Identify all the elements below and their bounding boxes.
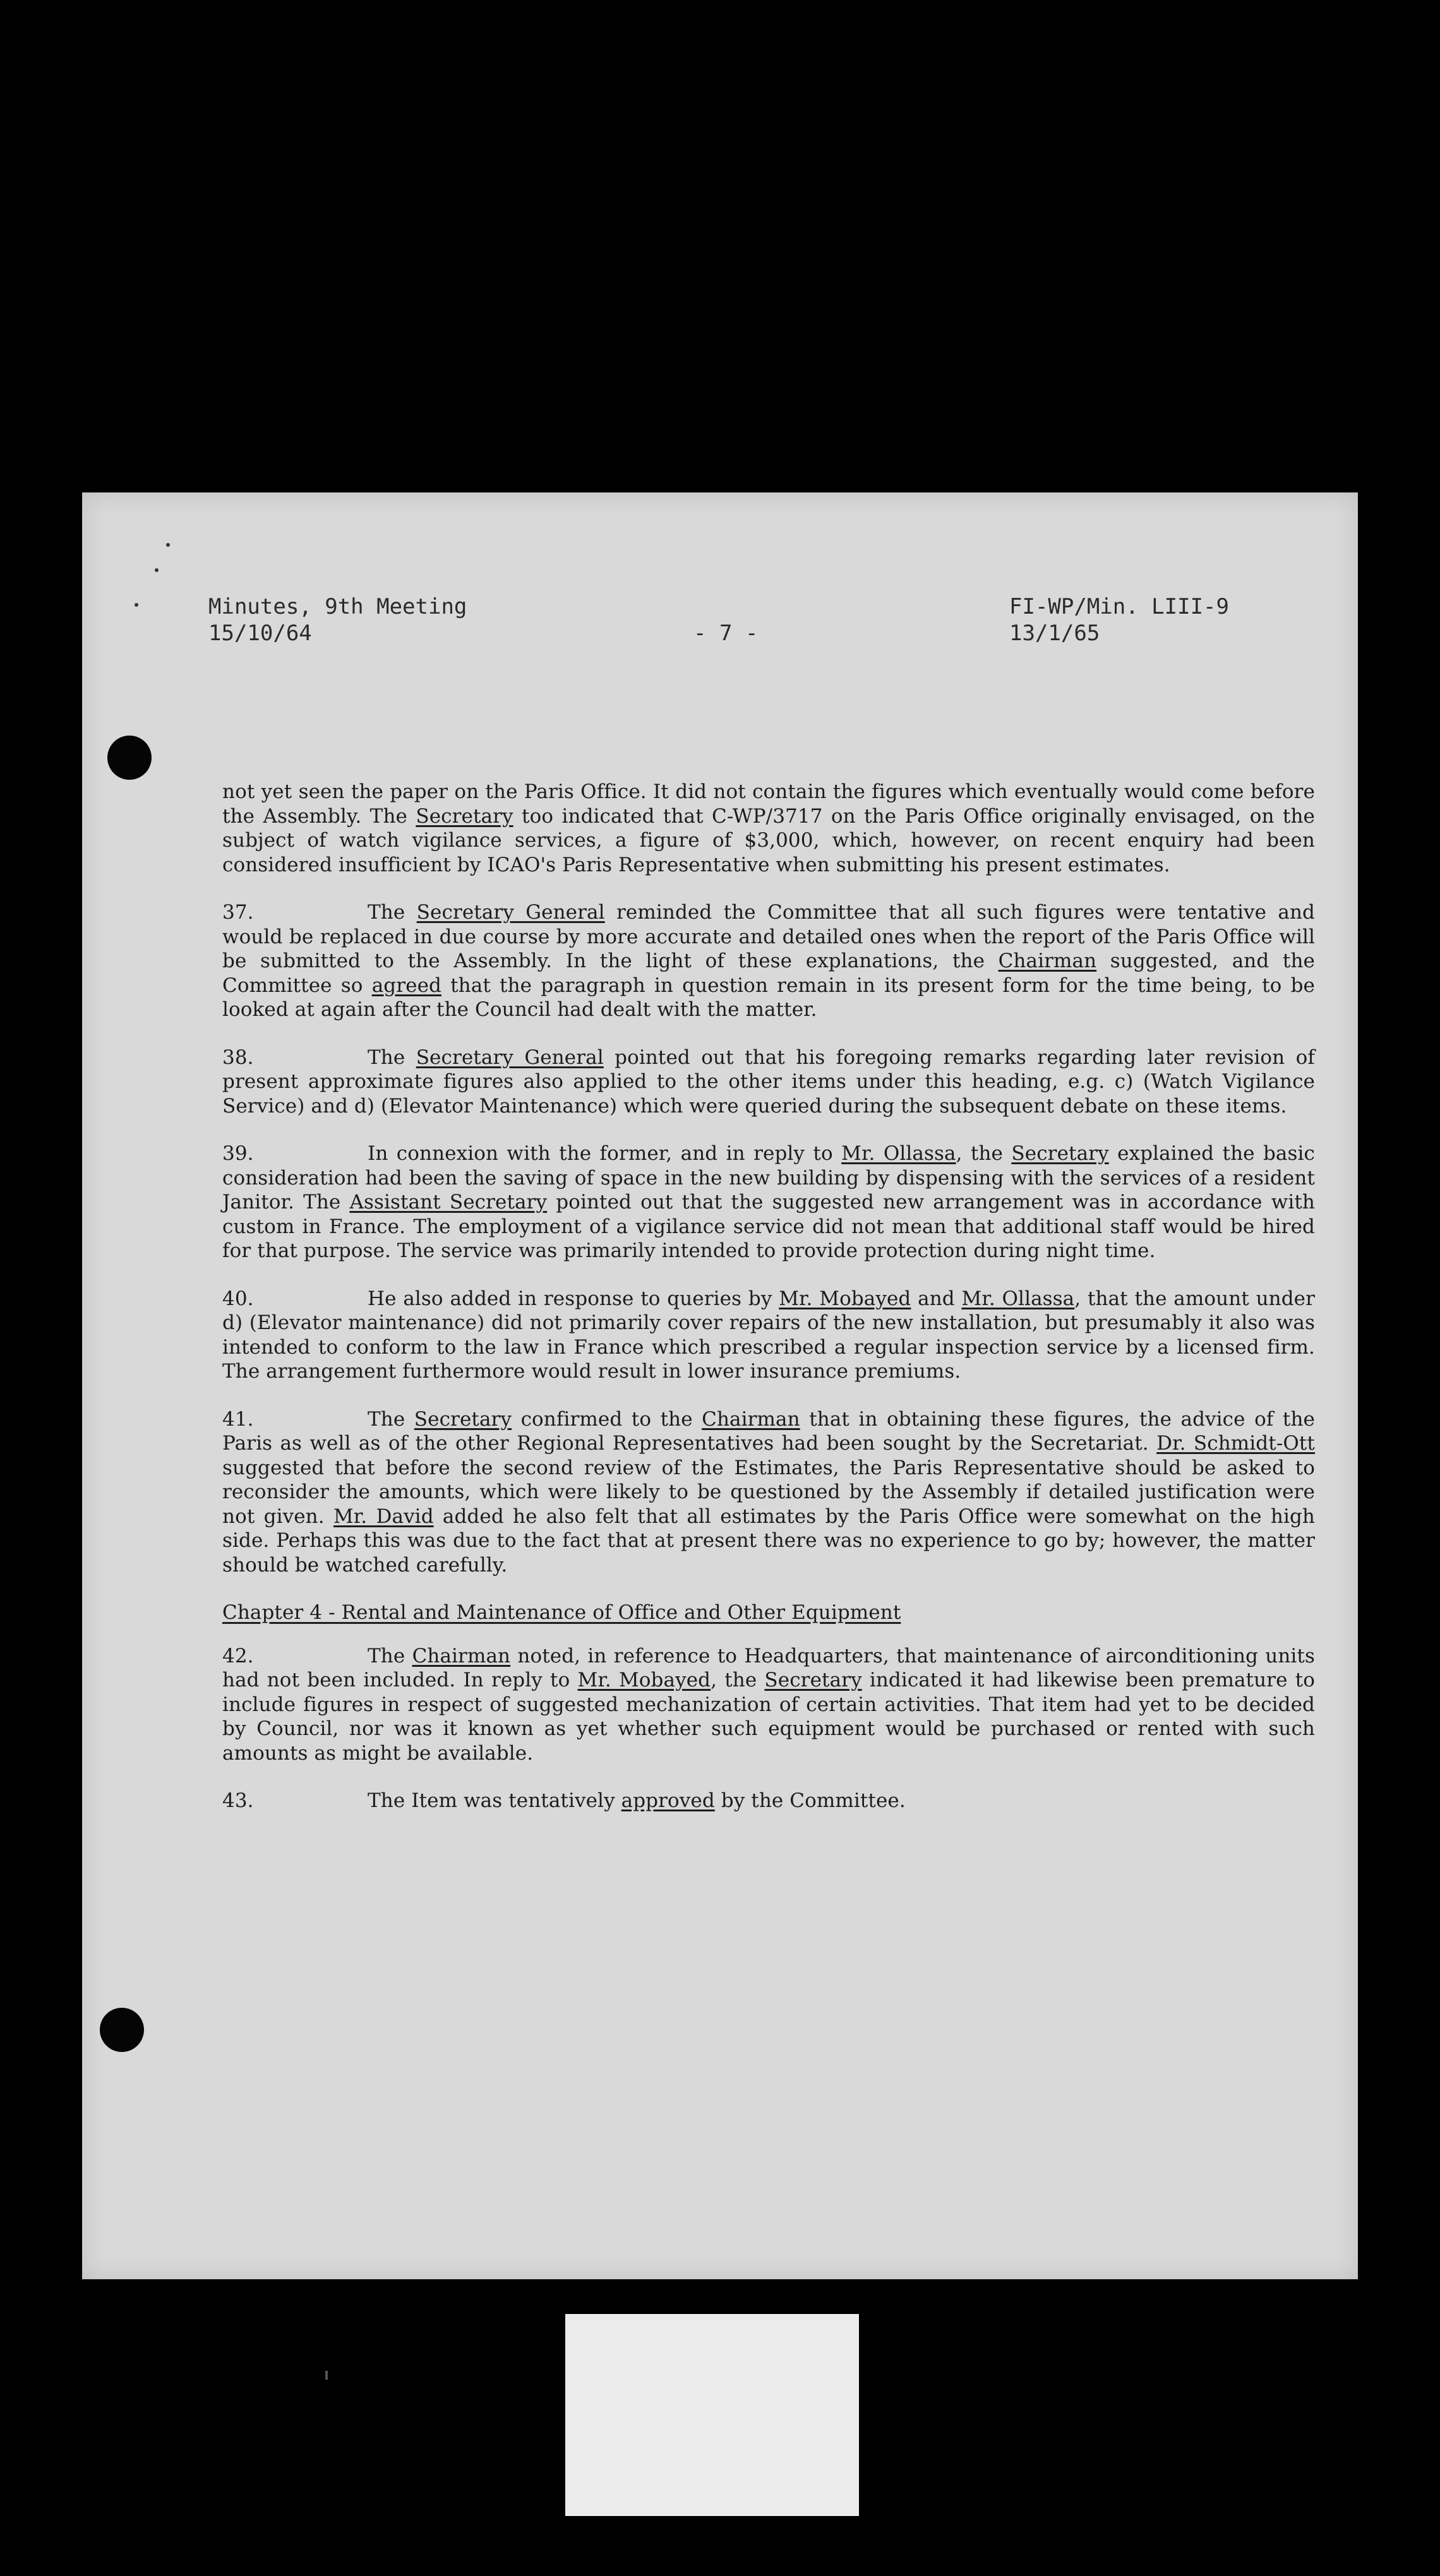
paragraph-text: noted, in reference to Headquarters, that maintenance of airconditioning units had not been included. In reply to: [222, 1644, 1315, 1691]
paragraph-number: 38.: [222, 1046, 254, 1069]
paragraph-number: 43.: [222, 1789, 254, 1812]
paragraph-text: reminded the Committee that all such figures were tentative and would be replaced in due course by more accurate and detailed ones when the report of the Paris Office will be submitted to the Assembly. In the light of these explanations, the: [222, 901, 1315, 972]
paragraph-text: added he also felt that all estimates by the Paris Office were somewhat on the high side. Perhaps this was due to the fact that at present there was no experience to go by; however, the matter should be watched carefully.: [222, 1505, 1315, 1577]
page-number: - 7 -: [693, 621, 759, 646]
paragraph-number: 42.: [222, 1644, 254, 1667]
underlined-name: Secretary: [414, 1407, 512, 1431]
minutes-body: [222, 780, 1315, 1837]
underlined-name: approved: [621, 1789, 715, 1812]
underlined-name: Secretary General: [416, 901, 605, 924]
paragraph: [222, 1789, 1315, 1813]
document-date: 13/1/65: [1009, 621, 1100, 646]
paragraph-number: 39.: [222, 1142, 254, 1165]
paragraph-text: , the: [956, 1142, 1012, 1165]
paragraph: [222, 1287, 1315, 1384]
paragraph-text: He also added in response to queries by: [368, 1287, 779, 1310]
paragraph-text: confirmed to the: [512, 1407, 702, 1431]
paragraph: [222, 780, 1315, 877]
underlined-name: Secretary: [1011, 1142, 1109, 1165]
paragraph: [222, 1407, 1315, 1578]
underlined-name: Chairman: [998, 950, 1097, 972]
paragraph-text: The: [368, 1407, 414, 1431]
paragraph-text: suggested that before the second review of the Estimates, the Paris Representative should be asked to reconsider the amounts, which were likely to be questioned by the Assembly if detailed justification were not given.: [222, 1456, 1315, 1528]
paragraph-text: pointed out that his foregoing remarks regarding later revision of present approximate figures also applied to the other items under this heading, e.g. c) (Watch Vigilance Service) and d) (Elevator Maintenance) which were queried during the subsequent debate on these items.: [222, 1046, 1315, 1118]
document-page: [82, 492, 1358, 2279]
underlined-name: Mr. Ollassa: [841, 1142, 956, 1165]
scan-speck: [166, 543, 170, 547]
paragraph-number: 37.: [222, 901, 254, 924]
paper-slip: [565, 2314, 859, 2516]
header-right: [1009, 593, 1229, 647]
meeting-title: Minutes, 9th Meeting: [208, 594, 467, 619]
paragraph-text: too indicated that C-WP/3717 on the Paris Office originally envisaged, on the subject of watch vigilance services, a figure of $3,000, which, however, on recent enquiry had been considered insufficient by ICAO's Paris Representative when submitting his present estimates.: [222, 804, 1315, 876]
punch-hole: [100, 2008, 144, 2052]
underlined-name: Secretary: [416, 804, 513, 828]
paragraph-text: by the Committee.: [714, 1789, 906, 1812]
paragraph-text: The: [368, 901, 417, 924]
paragraph: [222, 1644, 1315, 1766]
paragraph-text: The: [368, 1644, 412, 1667]
paragraph: [222, 1046, 1315, 1119]
paragraph-number: 40.: [222, 1287, 254, 1310]
underlined-name: Mr. Mobayed: [779, 1287, 911, 1310]
scan-mark: [325, 2371, 328, 2380]
meeting-date: 15/10/64: [208, 621, 312, 646]
paragraph-text: , that the amount under d) (Elevator maintenance) did not primarily cover repairs of the new installation, but presumably it also was intended to conform to the law in France which prescribed a regular inspection service by a licensed firm. The arrangement furthermore would result in lower insurance premiums.: [222, 1287, 1316, 1383]
scan-speck: [155, 568, 159, 572]
header-left: [208, 593, 467, 647]
underlined-name: Secretary General: [416, 1046, 604, 1069]
underlined-name: Mr. Mobayed: [577, 1669, 711, 1691]
punch-hole: [107, 736, 152, 780]
paragraph-text: indicated it had likewise been premature to include figures in respect of suggested mechanization of certain activities. That item had yet to be decided by Council, nor was it known as yet whether such equipment would be purchased or rented with such amounts as might be available.: [222, 1669, 1315, 1765]
underlined-name: agreed: [371, 974, 441, 997]
underlined-name: Secretary: [764, 1669, 862, 1691]
paragraph-text: that in obtaining these figures, the advice of the Paris as well as of the other Regional Representatives had been sought by the Secretariat.: [222, 1407, 1315, 1455]
paragraph-text: In connexion with the former, and in reply to: [368, 1142, 842, 1165]
paragraph-text: explained the basic consideration had been the saving of space in the new building by dispensing with the services of a resident Janitor. The: [222, 1142, 1315, 1213]
paragraph-number: 41.: [222, 1407, 254, 1431]
paragraph-text: not yet seen the paper on the Paris Office. It did not contain the figures which eventually would come before the Assembly. The: [222, 780, 1315, 828]
underlined-name: Dr. Schmidt-Ott: [1156, 1432, 1315, 1455]
paragraph: [222, 1142, 1315, 1263]
paragraph-text: pointed out that the suggested new arrangement was in accordance with custom in France. The employment of a vigilance service did not mean that additional staff would be hired for that purpose. The service was primarily intended to provide protection during night time.: [222, 1191, 1315, 1262]
underlined-name: Mr. David: [333, 1505, 434, 1528]
paragraph-text: and: [911, 1287, 962, 1310]
paragraph-text: The: [368, 1046, 416, 1069]
paragraph: [222, 900, 1315, 1022]
chapter-heading: Chapter 4 - Rental and Maintenance of Office and Other Equipment: [222, 1601, 901, 1624]
underlined-name: Chairman: [702, 1407, 800, 1431]
underlined-name: Assistant Secretary: [349, 1191, 548, 1213]
paragraph-text: that the paragraph in question remain in its present form for the time being, to be looked at again after the Council had dealt with the matter.: [222, 974, 1315, 1021]
underlined-name: Chairman: [412, 1644, 511, 1667]
paragraph-text: The Item was tentatively: [368, 1789, 621, 1812]
paragraph-text: suggested, and the Committee so: [222, 950, 1315, 997]
scan-speck: [135, 603, 138, 607]
underlined-name: Mr. Ollassa: [961, 1287, 1075, 1310]
paragraph-text: , the: [711, 1669, 765, 1691]
document-reference: FI-WP/Min. LIII-9: [1009, 594, 1229, 619]
